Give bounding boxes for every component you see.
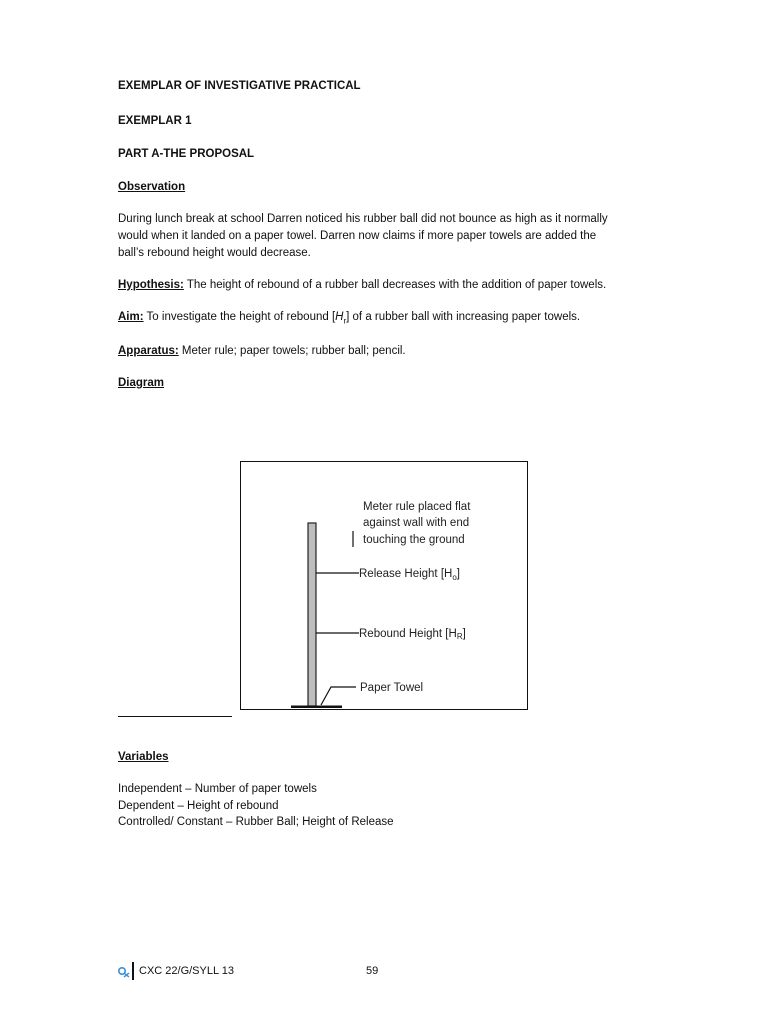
part-title: PART A-THE PROPOSAL	[118, 148, 255, 160]
aim-text-post: ] of a rubber ball with increasing paper towels.	[346, 311, 581, 323]
rebound-height-label	[359, 628, 466, 641]
release-height-label	[359, 568, 460, 582]
release-height-bracket: ]	[456, 568, 460, 580]
observation-paragraph	[118, 211, 638, 262]
hypothesis-line	[118, 279, 606, 291]
aim-symbol: H	[335, 311, 344, 323]
apparatus-text: Meter rule; paper towels; rubber ball; pencil.	[178, 345, 406, 357]
independent-variable: Independent – Number of paper towels	[118, 783, 317, 795]
observation-line: ball’s rebound height would decrease.	[118, 247, 311, 259]
aim-line	[118, 311, 580, 325]
rebound-height-bracket: ]	[462, 628, 466, 640]
aim-text-pre: To investigate the height of rebound [	[143, 311, 336, 323]
variables-heading: Variables	[118, 751, 169, 763]
rebound-height-subscript: R	[456, 632, 463, 641]
release-height-text: Release Height [H	[359, 568, 453, 580]
paper-towel-label: Paper Towel	[360, 682, 424, 694]
apparatus-label: Apparatus:	[118, 345, 179, 357]
diagram-drawing	[241, 462, 527, 708]
exemplar-title: EXEMPLAR 1	[118, 115, 192, 127]
aim-label: Aim:	[118, 311, 144, 323]
apparatus-line	[118, 345, 406, 357]
dependent-variable: Dependent – Height of rebound	[118, 800, 279, 812]
hypothesis-text: The height of rebound of a rubber ball decreases with the addition of paper towels.	[183, 279, 607, 291]
meter-rule	[308, 523, 316, 706]
hypothesis-label: Hypothesis:	[118, 279, 184, 291]
aim-subscript: r	[343, 316, 347, 326]
callout-text-line: Meter rule placed flat	[363, 501, 471, 513]
page-number: 59	[366, 965, 379, 977]
rebound-height-text: Rebound Height [H	[359, 628, 457, 640]
diagram-heading: Diagram	[118, 377, 165, 389]
document-heading: EXEMPLAR OF INVESTIGATIVE PRACTICAL	[118, 80, 361, 92]
callout-text-line: touching the ground	[363, 534, 465, 546]
observation-line: would when it landed on a paper towel. Darren now claims if more paper towels are added the	[118, 230, 597, 242]
divider-line	[118, 716, 232, 717]
footer-rule	[132, 962, 134, 980]
footer-logo	[117, 965, 131, 982]
callout-text-line: against wall with end	[363, 517, 470, 529]
controlled-variables: Controlled/ Constant – Rubber Ball; Height of Release	[118, 816, 394, 828]
cxc-logo-icon	[117, 965, 131, 979]
observation-line: During lunch break at school Darren noticed his rubber ball did not bounce as high as it normally	[118, 213, 608, 225]
footer-code: CXC 22/G/SYLL 13	[139, 965, 234, 977]
experiment-diagram	[240, 461, 528, 710]
release-height-subscript: o	[452, 573, 457, 582]
paper-towel-pointer	[321, 687, 356, 705]
observation-heading: Observation	[118, 181, 186, 193]
